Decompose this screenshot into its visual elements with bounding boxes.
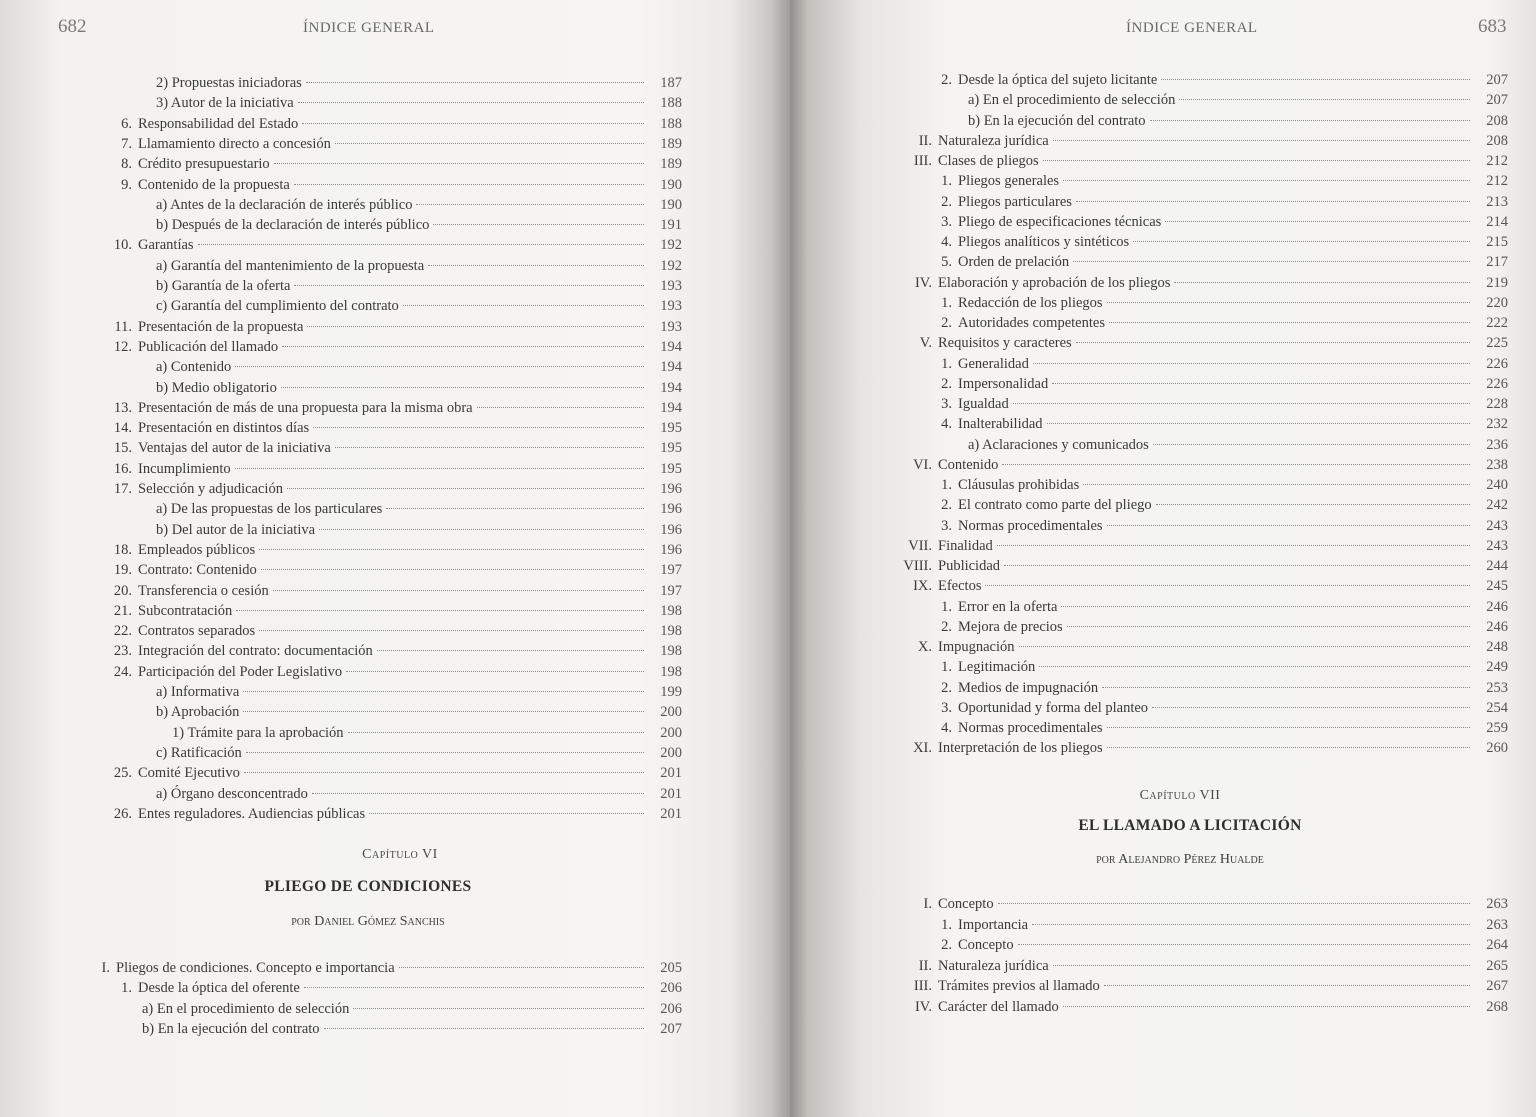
toc-entry-number: 26.: [113, 805, 132, 822]
toc-entry-page: 236: [1486, 436, 1508, 453]
page-number: 683: [1478, 16, 1507, 37]
toc-entry-number: 15.: [113, 440, 132, 457]
toc-entry-page: 249: [1486, 659, 1508, 676]
toc-entry-page: 189: [660, 156, 682, 173]
toc-entry-number: 18.: [113, 541, 132, 558]
toc-entry-number: II.: [918, 132, 932, 149]
toc-entry-title: Generalidad: [958, 355, 1029, 372]
toc-entry-page: 246: [1486, 618, 1508, 635]
toc-entry-page: 194: [660, 338, 682, 355]
toc-entry-title: Publicación del llamado: [138, 338, 279, 355]
toc-entry-title: Importancia: [958, 916, 1029, 933]
toc-entry-title: Entes reguladores. Audiencias públicas: [138, 805, 366, 822]
toc-entry-page: 263: [1486, 896, 1508, 912]
toc-entry-page: 194: [660, 399, 682, 416]
toc-entry-page: 198: [660, 643, 682, 660]
toc-entry-number: I.: [101, 960, 110, 976]
toc-entry-title: Contenido: [938, 456, 999, 473]
toc-entry-page: 248: [1486, 639, 1508, 655]
toc-entry-title: Contrato: Contenido: [138, 562, 257, 579]
dot-leader: [1063, 1006, 1470, 1007]
toc-entry-page: 187: [660, 75, 682, 91]
toc-entry-title: Incumplimiento: [138, 460, 231, 477]
toc-entry-title: Presentación en distintos días: [138, 420, 310, 437]
toc-entry-page: 201: [660, 765, 682, 782]
toc-entry-page: 188: [660, 95, 682, 112]
toc-entry-number: X.: [917, 639, 932, 655]
toc-entry-title: Medios de impugnación: [958, 679, 1099, 696]
toc-entry-title: b) Garantía de la oferta: [156, 278, 291, 294]
toc-entry-number: 2.: [941, 193, 952, 210]
toc-entry-title: 2) Propuestas iniciadoras: [156, 75, 302, 91]
toc-entry-page: 200: [660, 724, 682, 741]
toc-entry-page: 238: [1486, 456, 1508, 473]
toc-entry-title: a) De las propuestas de los particulares: [156, 501, 383, 518]
toc-entry-number: 2.: [941, 679, 952, 696]
chapter-label: Capítulo VI: [362, 847, 438, 862]
toc-entry-title: Pliegos generales: [958, 173, 1060, 190]
toc-entry-title: a) Antes de la declaración de interés público: [156, 196, 413, 213]
toc-entry-title: Desde la óptica del oferente: [138, 980, 300, 997]
toc-entry-number: 1.: [121, 980, 132, 997]
toc-entry-number: 20.: [113, 582, 132, 599]
toc-entry-title: Requisitos y caracteres: [938, 335, 1072, 352]
toc-entry-title: 1) Trámite para la aprobación: [172, 724, 344, 741]
toc-entry-number: 11.: [114, 318, 132, 335]
toc-entry-title: a) Aclaraciones y comunicados: [968, 436, 1149, 453]
toc-entry-page: 265: [1486, 957, 1508, 974]
toc-entry-title: Mejora de precios: [958, 618, 1063, 635]
toc-entry-number: IX.: [913, 578, 932, 595]
toc-entry-title: b) En la ejecución del contrato: [968, 112, 1146, 129]
toc-entry-title: Igualdad: [958, 396, 1009, 412]
toc-entry-title: Comité Ejecutivo: [138, 765, 240, 782]
toc-entry-page: 193: [660, 298, 682, 315]
toc-entry-title: Inalterabilidad: [958, 416, 1043, 433]
toc-entry: [892, 976, 1508, 996]
chapter-author: por Alejandro Pérez Hualde: [1096, 852, 1264, 867]
toc-entry-number: 17.: [113, 481, 132, 497]
toc-entry-number: 21.: [113, 602, 132, 619]
toc-entry-page: 197: [660, 562, 682, 579]
dot-leader: [353, 1008, 644, 1009]
toc-entry-number: 1.: [941, 294, 952, 311]
toc-entry-title: Error en la oferta: [958, 598, 1058, 615]
toc-entry-page: 232: [1486, 416, 1508, 433]
toc-entry-title: Redacción de los pliegos: [958, 294, 1103, 311]
toc-entry-page: 220: [1486, 294, 1508, 311]
toc-entry-page: 195: [660, 460, 682, 477]
toc-entry-page: 268: [1486, 998, 1508, 1015]
toc-entry-title: Interpretación de los pliegos: [938, 740, 1103, 757]
toc-entry-number: IV.: [914, 274, 932, 291]
toc-entry-title: Selección y adjudicación: [138, 481, 283, 497]
toc-entry-page: 194: [660, 379, 682, 396]
toc-entry-page: 226: [1486, 375, 1508, 392]
toc-entry-page: 206: [660, 980, 682, 997]
dot-leader: [998, 903, 1470, 904]
toc-entry-page: 201: [660, 805, 682, 822]
toc-entry-title: a) Garantía del mantenimiento de la propuesta: [156, 257, 425, 274]
toc-entry-title: Integración del contrato: documentación: [138, 643, 373, 660]
toc-entry-page: 208: [1486, 112, 1508, 129]
toc-entry-number: 3.: [941, 213, 952, 230]
toc-entry-number: 1.: [941, 173, 952, 190]
toc-entry-number: 7.: [121, 135, 132, 152]
toc-entry-page: 259: [1486, 720, 1508, 736]
toc-entry-number: 9.: [121, 176, 132, 193]
toc-entry-page: 191: [660, 217, 682, 234]
dot-leader: [324, 1028, 644, 1029]
toc-entry-page: 212: [1486, 153, 1508, 169]
toc-entry-title: a) Órgano desconcentrado: [156, 785, 308, 802]
toc-entry-page: 199: [660, 684, 682, 700]
toc-entry: [70, 958, 682, 978]
toc-entry-page: 217: [1486, 254, 1508, 271]
toc-entry-title: Responsabilidad del Estado: [138, 115, 299, 132]
toc-entry-page: 193: [660, 318, 682, 335]
toc-entry-title: Llamamiento directo a concesión: [138, 135, 331, 152]
toc-entry-page: 267: [1486, 978, 1508, 994]
toc-entry: [892, 956, 1508, 976]
toc-entry-number: 2.: [941, 497, 952, 514]
toc-entry-number: 1.: [941, 477, 952, 493]
toc-entry-number: V.: [919, 335, 932, 352]
toc-entry-number: 2.: [941, 375, 952, 392]
toc-entry-title: b) Medio obligatorio: [156, 379, 277, 396]
toc-entry-page: 213: [1486, 193, 1508, 210]
toc-entry: [92, 978, 682, 998]
toc-entry-page: 197: [660, 582, 682, 599]
toc-entry-page: 196: [660, 481, 682, 497]
toc-entry-title: Concepto: [938, 896, 994, 912]
toc-entry: [96, 999, 682, 1019]
toc-entry-page: 198: [660, 663, 682, 680]
toc-entry-page: 200: [660, 744, 682, 761]
toc-entry-title: b) Del autor de la iniciativa: [156, 521, 316, 538]
toc-entry-title: Cláusulas prohibidas: [958, 477, 1080, 493]
toc-entry-page: 198: [660, 602, 682, 619]
toc-entry-title: a) Informativa: [156, 684, 240, 700]
toc-entry-title: Pliegos de condiciones. Concepto e importancia: [116, 960, 395, 976]
toc-entry-title: El contrato como parte del pliego: [958, 497, 1152, 514]
toc-entry-title: a) En el procedimiento de selección: [142, 1000, 350, 1017]
toc-entry-number: 2.: [941, 315, 952, 331]
toc-entry-number: 16.: [113, 460, 132, 477]
dot-leader: [1104, 985, 1470, 986]
chapter-title: EL LLAMADO A LICITACIÓN: [1078, 817, 1302, 834]
toc-entry-number: 5.: [941, 254, 952, 271]
toc-entry-page: 214: [1486, 213, 1508, 230]
toc-entry-title: Contratos separados: [138, 623, 256, 640]
toc-entry-page: 222: [1486, 315, 1508, 331]
chapter-title: PLIEGO DE CONDICIONES: [264, 878, 472, 895]
toc-entry: [892, 997, 1508, 1017]
toc-entry-title: Pliegos particulares: [958, 193, 1072, 210]
toc-entry-number: III.: [913, 978, 932, 994]
toc-entry-title: Clases de pliegos: [938, 153, 1039, 169]
toc-entry-page: 242: [1486, 497, 1508, 514]
toc-entry-page: 243: [1486, 537, 1508, 554]
toc-entry-number: 22.: [113, 623, 132, 640]
dot-leader: [1053, 965, 1470, 966]
toc-entry-number: 6.: [121, 115, 132, 132]
toc-entry-page: 193: [660, 278, 682, 294]
toc-entry-page: 190: [660, 196, 682, 213]
toc-entry-title: Pliego de especificaciones técnicas: [958, 213, 1162, 230]
dot-leader: [304, 987, 644, 988]
running-head: ÍNDICE GENERAL: [303, 20, 435, 36]
toc-entry-page: 206: [660, 1000, 682, 1017]
toc-entry-page: 207: [1486, 92, 1508, 109]
toc-entry-page: 207: [1486, 72, 1508, 88]
right-page: [790, 0, 1536, 1117]
toc-entry-page: 205: [660, 960, 682, 976]
toc-entry-number: 1.: [941, 598, 952, 615]
toc-entry: [912, 915, 1508, 935]
toc-entry-title: b) En la ejecución del contrato: [142, 1020, 320, 1037]
toc-entry: [892, 894, 1508, 914]
chapter-label: Capítulo VII: [1139, 788, 1221, 803]
toc-entry-page: 195: [660, 440, 682, 457]
toc-entry-page: 244: [1486, 558, 1508, 574]
toc-entry-title: Ventajas del autor de la iniciativa: [138, 440, 331, 457]
toc-entry-title: b) Después de la declaración de interés público: [156, 217, 430, 234]
toc-entry-page: 192: [660, 237, 682, 254]
toc-entry-page: 240: [1486, 477, 1508, 493]
running-head: ÍNDICE GENERAL: [1126, 20, 1258, 36]
toc-entry-title: a) Contenido: [156, 359, 232, 376]
dot-leader: [399, 967, 644, 968]
toc-entry-page: 219: [1486, 274, 1508, 291]
toc-entry-title: Pliegos analíticos y sintéticos: [958, 234, 1130, 250]
toc-entry-number: 13.: [113, 399, 132, 416]
toc-entry: [912, 935, 1508, 955]
toc-entry-page: 192: [660, 257, 682, 274]
toc-entry-page: 263: [1486, 916, 1508, 933]
toc-entry-title: Oportunidad y forma del planteo: [958, 699, 1149, 716]
toc-entry-number: 2.: [941, 618, 952, 635]
toc-entry-title: a) En el procedimiento de selección: [968, 92, 1176, 109]
toc-entry-title: Presentación de la propuesta: [138, 318, 304, 335]
toc-entry-title: Legitimación: [958, 659, 1036, 676]
dot-leader: [1032, 924, 1470, 925]
toc-entry-page: 228: [1486, 396, 1508, 412]
toc-entry-page: 194: [660, 359, 682, 376]
toc-entry-number: 23.: [113, 643, 132, 660]
toc-entry-number: IV.: [914, 998, 932, 1015]
toc-entry-number: I.: [923, 896, 932, 912]
toc-entry-title: Naturaleza jurídica: [938, 132, 1049, 149]
toc-entry-title: Impugnación: [938, 639, 1015, 655]
toc-entry-title: Elaboración y aprobación de los pliegos: [938, 274, 1171, 291]
toc-entry-title: c) Garantía del cumplimiento del contrato: [156, 298, 399, 315]
toc-entry-title: Concepto: [958, 937, 1014, 953]
toc-entry-title: Presentación de más de una propuesta para la misma obra: [138, 399, 473, 416]
toc-entry-page: 245: [1486, 578, 1508, 595]
toc-entry-number: 8.: [121, 156, 132, 173]
toc-entry-number: 10.: [113, 237, 132, 254]
toc-entry-page: 215: [1486, 234, 1508, 250]
toc-entry-page: 200: [660, 704, 682, 721]
toc-entry-page: 253: [1486, 679, 1508, 696]
toc-entry-title: c) Ratificación: [156, 744, 242, 761]
toc-entry-page: 260: [1486, 740, 1508, 757]
toc-entry-page: 225: [1486, 335, 1508, 352]
toc-entry-title: b) Aprobación: [156, 704, 240, 721]
toc-entry-title: Desde la óptica del sujeto licitante: [958, 72, 1158, 88]
toc-entry-number: VIII.: [903, 558, 932, 574]
toc-entry-title: Participación del Poder Legislativo: [138, 663, 343, 680]
toc-entry-title: Efectos: [938, 578, 982, 595]
toc-entry-number: 1.: [941, 355, 952, 372]
toc-entry-title: Carácter del llamado: [938, 998, 1059, 1015]
toc-entry-number: 2.: [941, 937, 952, 953]
toc-entry-title: Trámites previos al llamado: [938, 978, 1100, 994]
toc-entry-page: 246: [1486, 598, 1508, 615]
toc-entry-title: Subcontratación: [138, 602, 233, 619]
toc-entry-page: 198: [660, 623, 682, 640]
toc-entry-number: 1.: [941, 916, 952, 933]
toc-entry: [96, 1019, 682, 1039]
toc-entry-page: 201: [660, 785, 682, 802]
toc-entry-title: Empleados públicos: [138, 541, 256, 558]
toc-entry-number: 3.: [941, 699, 952, 716]
toc-entry-number: 12.: [113, 338, 132, 355]
toc-entry-title: Impersonalidad: [958, 375, 1049, 392]
toc-entry-number: 3.: [941, 396, 952, 412]
toc-entry-title: Transferencia o cesión: [138, 582, 269, 599]
toc-entry-page: 196: [660, 501, 682, 518]
toc-entry-page: 264: [1486, 937, 1508, 953]
toc-entry-title: Garantías: [138, 237, 194, 254]
page-number: 682: [58, 16, 87, 37]
toc-entry-number: 24.: [113, 663, 132, 680]
toc-entry-page: 190: [660, 176, 682, 193]
toc-entry-number: 14.: [113, 420, 132, 437]
toc-entry-title: Normas procedimentales: [958, 517, 1103, 534]
toc-entry-number: 3.: [941, 517, 952, 534]
toc-entry-title: Crédito presupuestario: [138, 156, 270, 173]
toc-entry-page: 189: [660, 135, 682, 152]
toc-entry-number: II.: [918, 957, 932, 974]
toc-entry-title: Autoridades competentes: [958, 315, 1105, 331]
toc-entry-title: Naturaleza jurídica: [938, 957, 1049, 974]
toc-entry-page: 226: [1486, 355, 1508, 372]
toc-entry-page: 196: [660, 521, 682, 538]
toc-entry-page: 208: [1486, 132, 1508, 149]
toc-entry-number: 4.: [941, 416, 952, 433]
toc-entry-number: 2.: [941, 72, 952, 88]
toc-entry-number: 25.: [113, 765, 132, 782]
toc-entry-page: 188: [660, 115, 682, 132]
toc-entry-number: 1.: [941, 659, 952, 676]
toc-entry-number: 4.: [941, 234, 952, 250]
toc-entry-title: Normas procedimentales: [958, 720, 1103, 736]
toc-entry-number: VI.: [913, 456, 932, 473]
chapter-toc-list: [790, 0, 1536, 1117]
toc-entry-title: Finalidad: [938, 537, 993, 554]
toc-entry-title: 3) Autor de la iniciativa: [156, 95, 294, 112]
toc-entry-page: 243: [1486, 517, 1508, 534]
toc-entry-number: VII.: [908, 537, 932, 554]
toc-entry-number: 19.: [113, 562, 132, 579]
toc-entry-title: Publicidad: [938, 558, 1001, 574]
toc-entry-page: 254: [1486, 699, 1508, 716]
toc-entry-page: 195: [660, 420, 682, 437]
toc-entry-page: 196: [660, 541, 682, 558]
dot-leader: [1018, 944, 1470, 945]
toc-entry-page: 212: [1486, 173, 1508, 190]
toc-entry-page: 207: [660, 1020, 682, 1037]
toc-entry-title: Contenido de la propuesta: [138, 176, 290, 193]
toc-entry-number: 4.: [941, 720, 952, 736]
chapter-author: por Daniel Gómez Sanchis: [291, 914, 445, 929]
toc-entry-number: XI.: [913, 740, 932, 757]
toc-entry-number: III.: [913, 153, 932, 169]
toc-entry-title: Orden de prelación: [958, 254, 1070, 271]
